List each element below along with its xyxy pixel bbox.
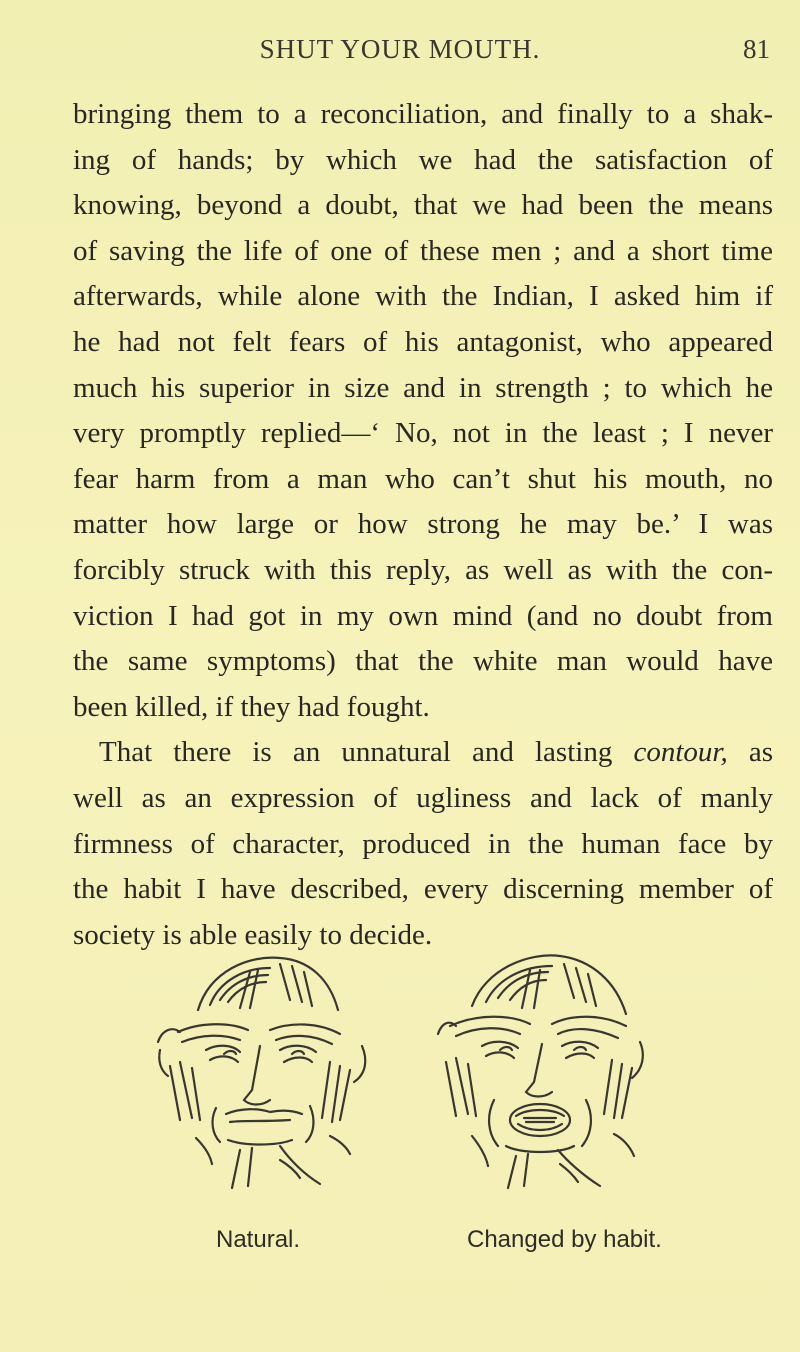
text-line: he had not felt fears of his antagonist, who appeared [73, 325, 773, 358]
text-run: as [727, 736, 773, 769]
text-line: ing of hands; by which we had the satisfaction of [73, 143, 773, 176]
text-line: much his superior in size and in strength ; to which he [73, 371, 773, 404]
text-line: afterwards, while alone with the Indian, I asked him if [73, 280, 773, 313]
running-head [0, 34, 800, 74]
text-run: That there is an unnatural and lasting [99, 736, 634, 769]
text-line: viction I had got in my own mind (and no doubt from [73, 599, 773, 632]
text-line: been killed, if they had fought. [73, 690, 430, 723]
text-line: of saving the life of one of these men ; and a short time [73, 234, 773, 267]
text-line: matter how large or how strong he may be.’ I was [73, 508, 773, 541]
text-line: firmness of character, produced in the human face by [73, 827, 773, 860]
caption-changed-by-habit: Changed by habit. [467, 1226, 662, 1253]
paragraph-2-first-line [73, 730, 773, 776]
text-line: the habit I have described, every discerning member of [73, 873, 773, 906]
natural-face-illustration [140, 950, 380, 1190]
italic-word: contour, [633, 736, 728, 769]
text-line: well as an expression of ugliness and lack of manly [73, 781, 773, 814]
text-line: forcibly struck with this reply, as well as with the con- [73, 553, 773, 586]
page-number: 81 [743, 34, 770, 64]
text-line: knowing, beyond a doubt, that we had been the means [73, 189, 773, 222]
text-line: bringing them to a reconciliation, and finally to a shak- [73, 98, 773, 130]
caption-natural: Natural. [216, 1226, 301, 1253]
body-text [73, 92, 773, 958]
text-line: very promptly replied—‘ No, not in the least ; I never [73, 417, 773, 450]
changed-face-illustration [420, 950, 660, 1190]
text-line: the same symptoms) that the white man would have [73, 645, 773, 678]
text-line: fear harm from a man who can’t shut his mouth, no [73, 462, 773, 495]
figure-pair [140, 950, 700, 1210]
running-title: SHUT YOUR MOUTH. [259, 34, 541, 64]
text-line: society is able easily to decide. [73, 918, 433, 951]
